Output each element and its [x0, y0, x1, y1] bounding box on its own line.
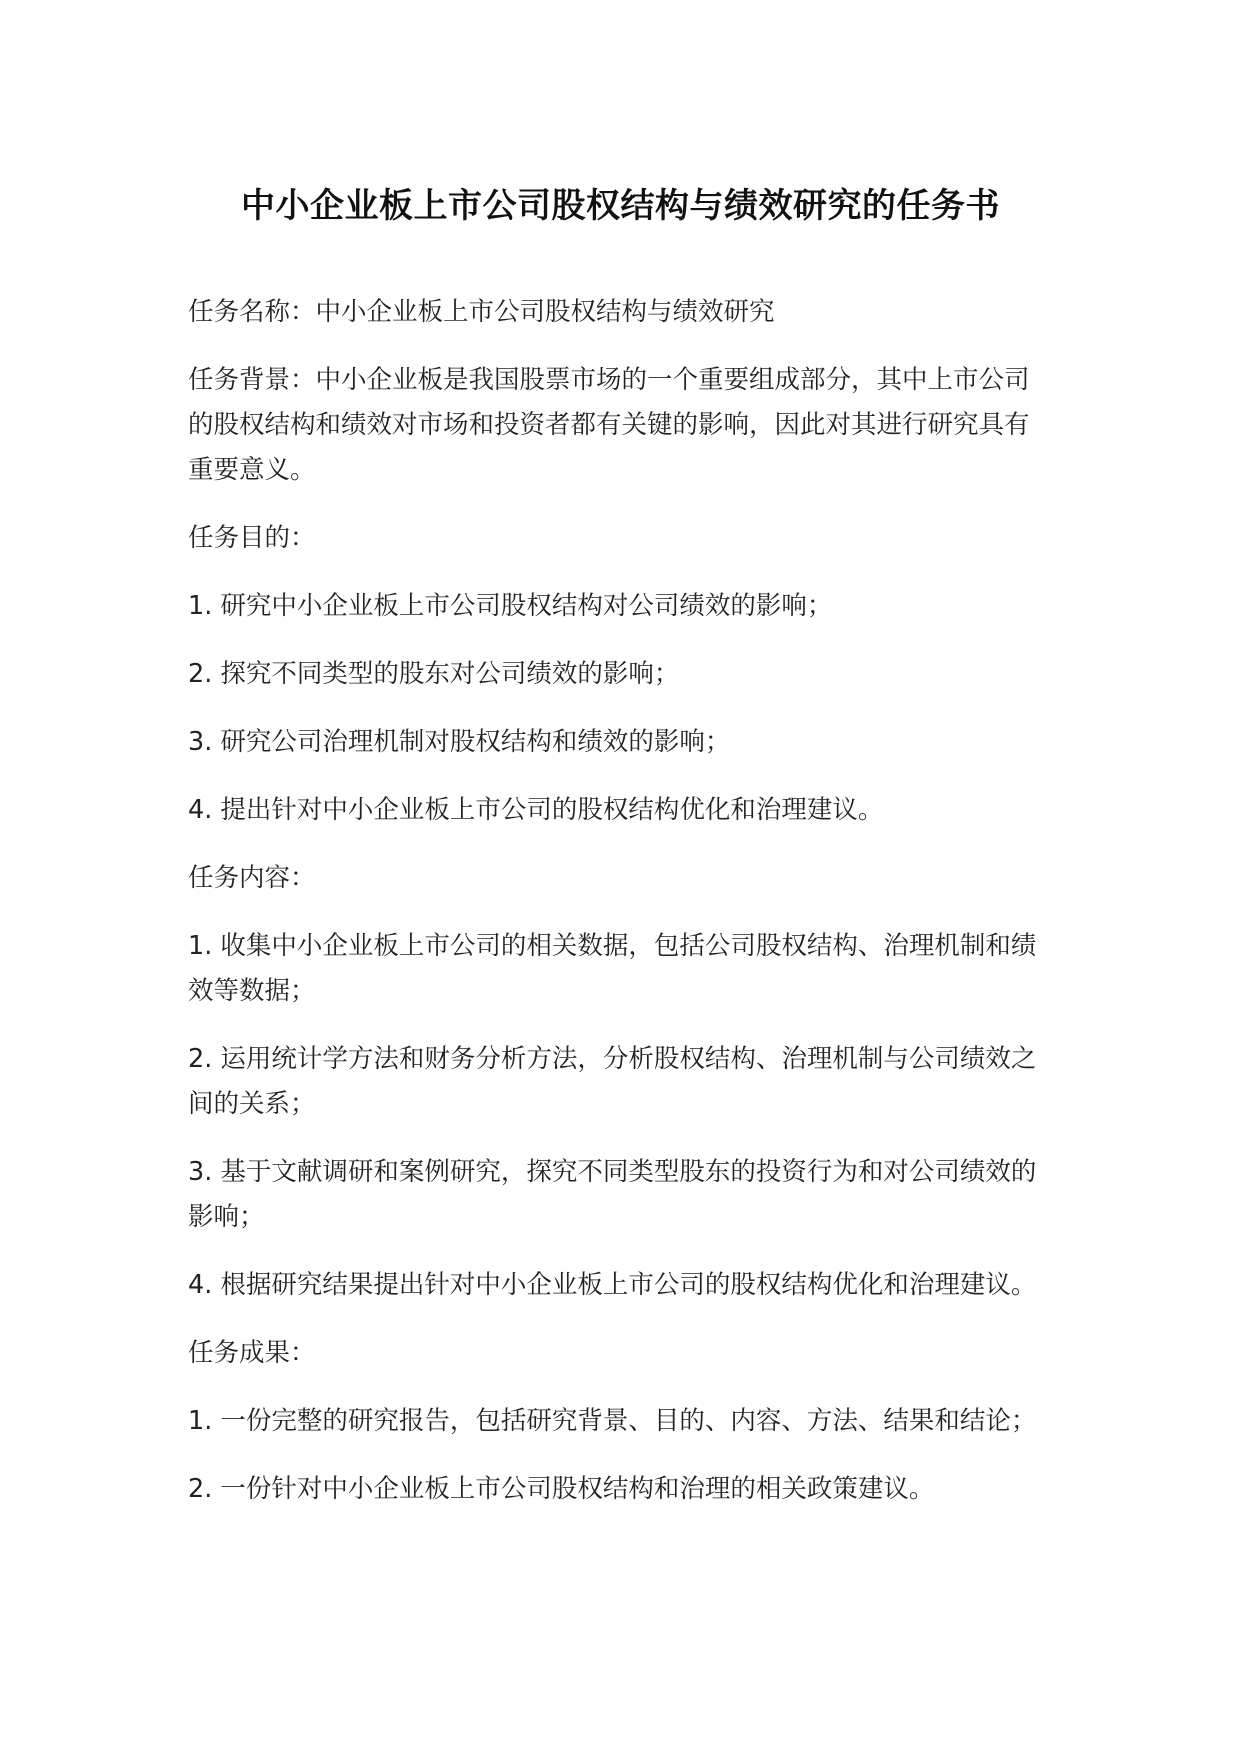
objective-item: 2. 探究不同类型的股东对公司绩效的影响；: [188, 659, 680, 689]
content-heading: 任务内容：: [188, 863, 316, 893]
result-item: 1. 一份完整的研究报告，包括研究背景、目的、内容、方法、结果和结论；: [188, 1406, 1037, 1436]
document-body: [188, 290, 1038, 1535]
result-item: 2. 一份针对中小企业板上市公司股权结构和治理的相关政策建议。: [188, 1474, 935, 1504]
task-name: 任务名称：中小企业板上市公司股权结构与绩效研究: [188, 297, 775, 327]
document-title: 中小企业板上市公司股权结构与绩效研究的任务书: [241, 186, 1000, 226]
objectives-heading: 任务目的：: [188, 523, 316, 553]
task-background: 任务背景：中小企业板是我国股票市场的一个重要组成部分，其中上市公司的股权结构和绩效对市场和投资者都有关键的影响，因此对其进行研究具有重要意义。: [188, 365, 1030, 485]
objective-item: 4. 提出针对中小企业板上市公司的股权结构优化和治理建议。: [188, 795, 884, 825]
content-item: 4. 根据研究结果提出针对中小企业板上市公司的股权结构优化和治理建议。: [188, 1270, 1037, 1300]
content-item: 2. 运用统计学方法和财务分析方法，分析股权结构、治理机制与公司绩效之间的关系；: [188, 1044, 1037, 1119]
results-heading: 任务成果：: [188, 1338, 316, 1368]
objective-item: 1. 研究中小企业板上市公司股权结构对公司绩效的影响；: [188, 591, 833, 621]
content-item: 3. 基于文献调研和案例研究，探究不同类型股东的投资行为和对公司绩效的影响；: [188, 1157, 1037, 1232]
content-item: 1. 收集中小企业板上市公司的相关数据，包括公司股权结构、治理机制和绩效等数据；: [188, 931, 1037, 1006]
objective-item: 3. 研究公司治理机制对股权结构和绩效的影响；: [188, 727, 731, 757]
